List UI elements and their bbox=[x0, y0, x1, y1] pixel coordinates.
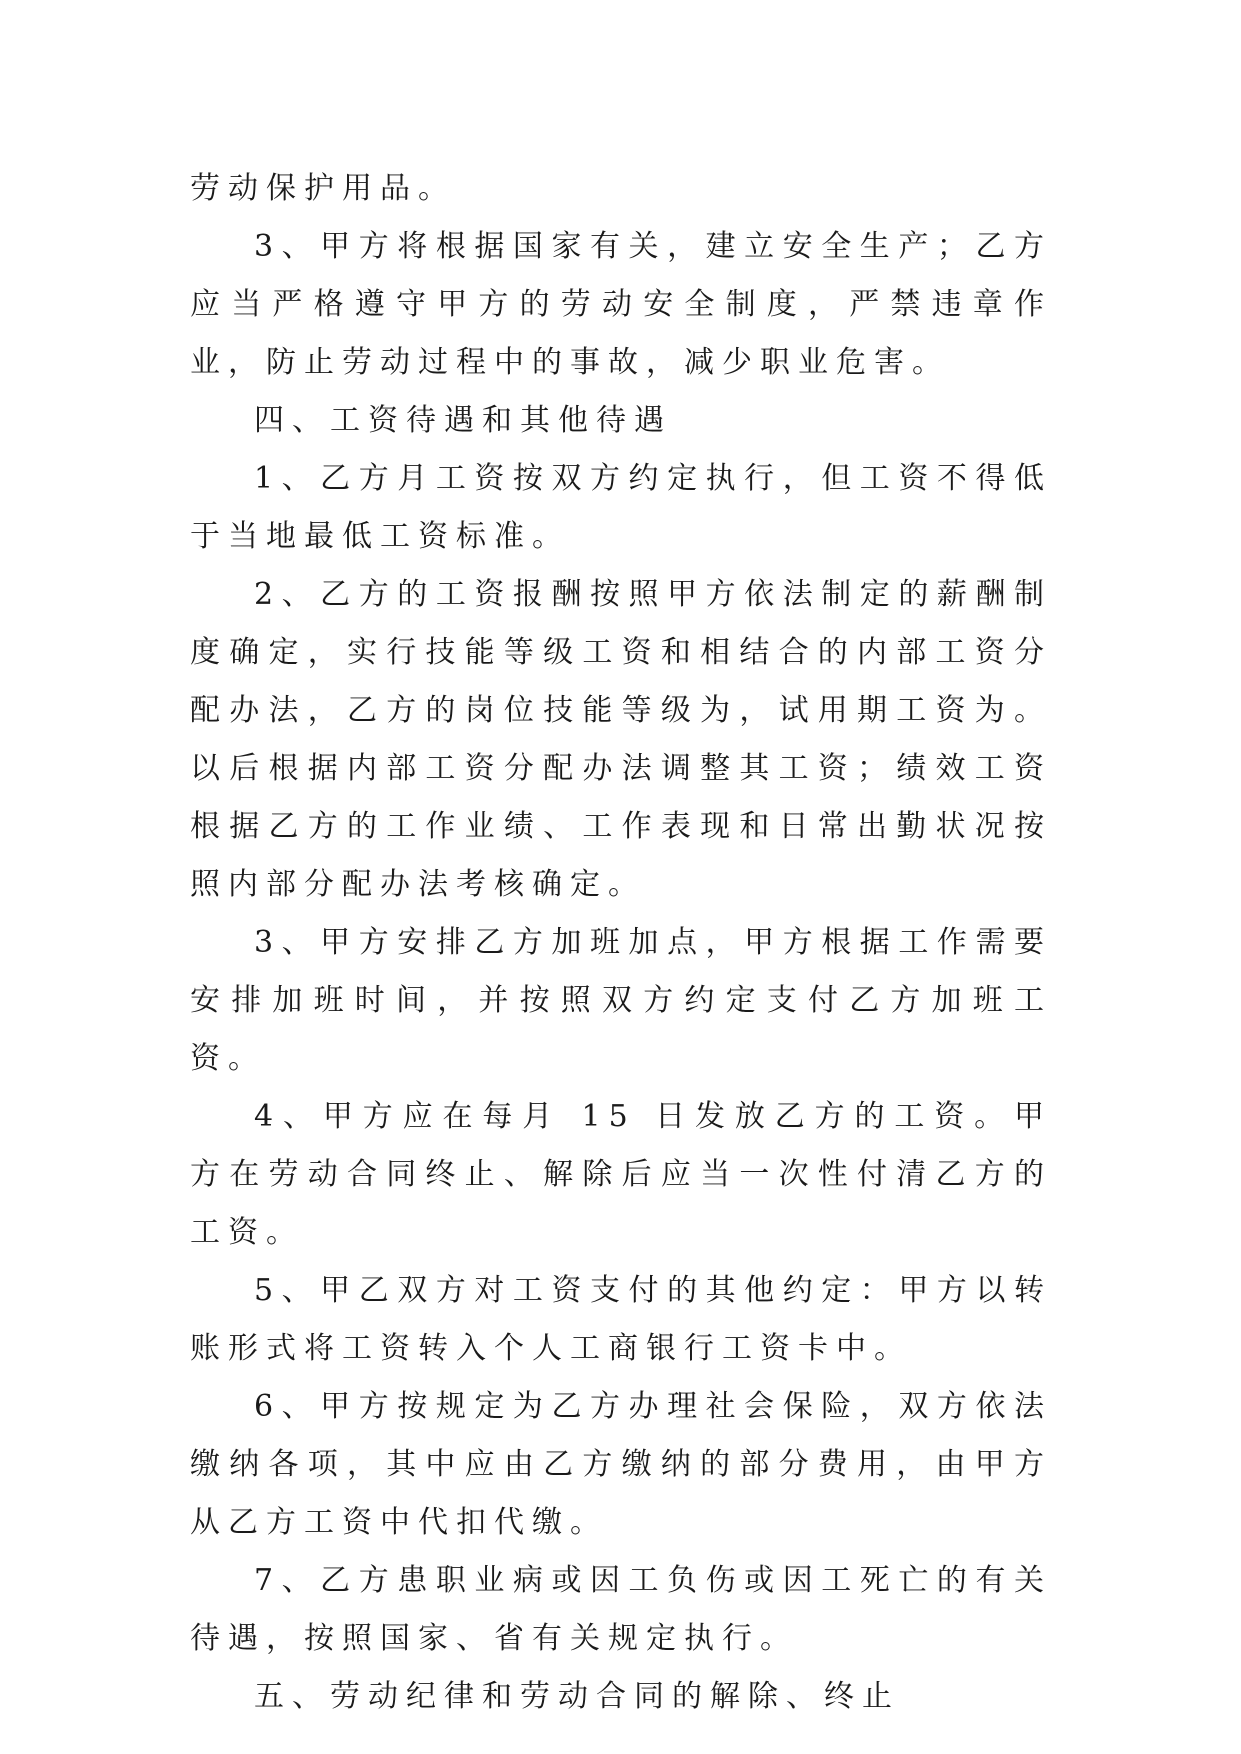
paragraph-item-6-social-insurance: 6、甲方按规定为乙方办理社会保险，双方依法缴纳各项，其中应由乙方缴纳的部分费用，由甲方从乙方工资中代扣代缴。 bbox=[190, 1389, 1052, 1540]
paragraph-item-3-safety: 3、甲方将根据国家有关，建立安全生产；乙方应当严格遵守甲方的劳动安全制度，严禁违章作业，防止劳动过程中的事故，减少职业危害。 bbox=[190, 229, 1052, 380]
paragraph-continuation: 劳动保护用品。 bbox=[190, 171, 456, 206]
paragraph-item-7-occupational-injury: 7、乙方患职业病或因工负伤或因工死亡的有关待遇，按照国家、省有关规定执行。 bbox=[190, 1563, 1052, 1656]
paragraph-item-2-compensation: 2、乙方的工资报酬按照甲方依法制定的薪酬制度确定，实行技能等级工资和相结合的内部工资分配办法，乙方的岗位技能等级为，试用期工资为。以后根据内部工资分配办法调整其工资；绩效工资根据乙方的工作业绩、工作表现和日常出勤状况按照内部分配办法考核确定。 bbox=[190, 577, 1052, 902]
paragraph-item-3-overtime: 3、甲方安排乙方加班加点，甲方根据工作需要安排加班时间，并按照双方约定支付乙方加班工资。 bbox=[190, 925, 1052, 1076]
document-body bbox=[190, 160, 1052, 1726]
paragraph-item-4-payday: 4、甲方应在每月 15 日发放乙方的工资。甲方在劳动合同终止、解除后应当一次性付清乙方的工资。 bbox=[190, 1099, 1052, 1250]
section-heading-wages: 四、工资待遇和其他待遇 bbox=[254, 403, 672, 438]
paragraph-item-1-monthly-wage: 1、乙方月工资按双方约定执行，但工资不得低于当地最低工资标准。 bbox=[190, 461, 1052, 554]
section-heading-discipline: 五、劳动纪律和劳动合同的解除、终止 bbox=[254, 1679, 900, 1714]
paragraph-item-5-payment-method: 5、甲乙双方对工资支付的其他约定：甲方以转账形式将工资转入个人工商银行工资卡中。 bbox=[190, 1273, 1052, 1366]
